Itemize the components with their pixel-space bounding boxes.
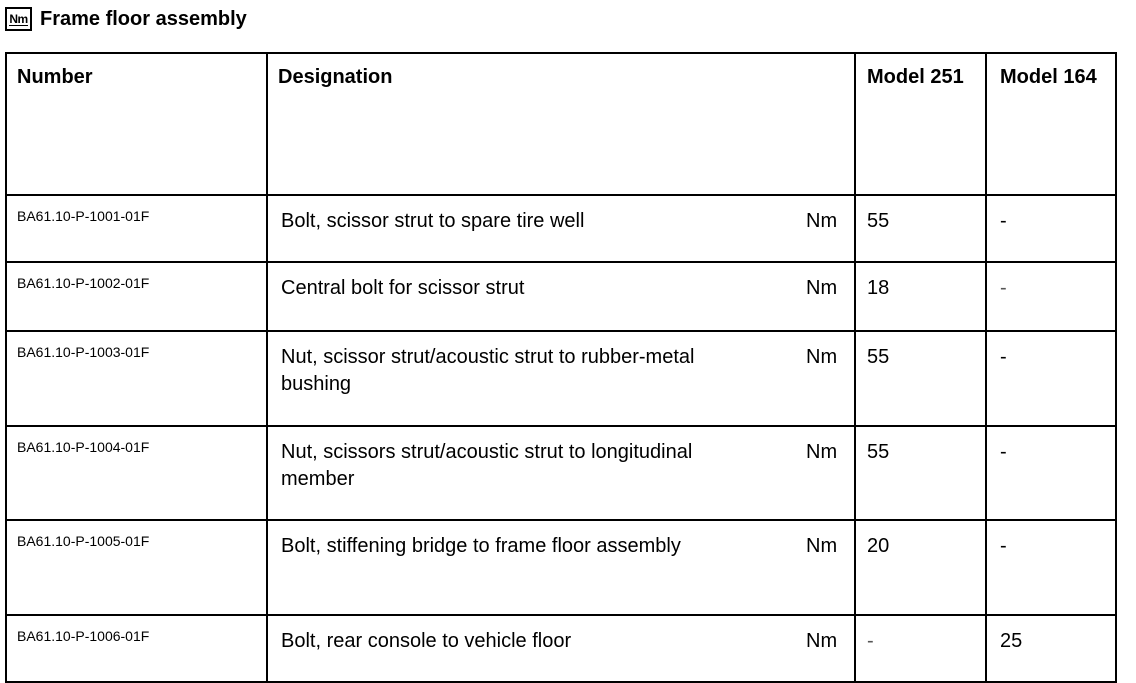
designation-cell <box>267 331 855 426</box>
column-header-model-164: Model 164 <box>986 53 1116 195</box>
table-row <box>6 520 1116 615</box>
model-251-value: 55 <box>855 331 986 426</box>
part-number-cell: BA61.10-P-1004-01F <box>6 426 267 520</box>
column-header-designation: Designation <box>267 53 855 195</box>
model-164-value: - <box>986 520 1116 615</box>
model-164-value: - <box>986 195 1116 262</box>
unit-label: Nm <box>806 535 838 557</box>
designation-text: Bolt, scissor strut to spare tire well <box>281 210 585 232</box>
model-164-value: 25 <box>986 615 1116 682</box>
column-header-number: Number <box>6 53 267 195</box>
model-251-value: 18 <box>855 262 986 331</box>
model-251-value: 55 <box>855 195 986 262</box>
part-number-cell: BA61.10-P-1002-01F <box>6 262 267 331</box>
model-164-value: - <box>986 262 1116 331</box>
unit-label: Nm <box>806 277 838 299</box>
model-251-value: 20 <box>855 520 986 615</box>
designation-cell <box>267 262 855 331</box>
table-header-row <box>6 53 1116 195</box>
designation-text: Nut, scissor strut/acoustic strut to rubber-metal bushing <box>281 346 695 395</box>
designation-text: Bolt, rear console to vehicle floor <box>281 630 572 652</box>
table-row <box>6 195 1116 262</box>
model-251-value: 55 <box>855 426 986 520</box>
model-164-value: - <box>986 331 1116 426</box>
table-row <box>6 331 1116 426</box>
model-251-value: - <box>855 615 986 682</box>
part-number-cell: BA61.10-P-1006-01F <box>6 615 267 682</box>
part-number-cell: BA61.10-P-1001-01F <box>6 195 267 262</box>
table-row <box>6 262 1116 331</box>
designation-cell <box>267 615 855 682</box>
designation-cell <box>267 520 855 615</box>
page-header <box>5 6 247 32</box>
model-164-value: - <box>986 426 1116 520</box>
unit-label: Nm <box>806 346 838 368</box>
table-row <box>6 426 1116 520</box>
unit-label: Nm <box>806 630 838 652</box>
column-header-model-251: Model 251 <box>855 53 986 195</box>
designation-text: Nut, scissors strut/acoustic strut to longitudinal member <box>281 441 693 490</box>
unit-label: Nm <box>806 441 838 463</box>
table-row <box>6 615 1116 682</box>
designation-text: Central bolt for scissor strut <box>281 277 525 299</box>
part-number-cell: BA61.10-P-1003-01F <box>6 331 267 426</box>
part-number-cell: BA61.10-P-1005-01F <box>6 520 267 615</box>
nm-torque-icon: Nm <box>5 7 32 31</box>
designation-cell <box>267 195 855 262</box>
designation-cell <box>267 426 855 520</box>
page-title: Frame floor assembly <box>40 7 247 30</box>
designation-text: Bolt, stiffening bridge to frame floor assembly <box>281 535 681 557</box>
torque-spec-table <box>5 52 1117 683</box>
unit-label: Nm <box>806 210 838 232</box>
